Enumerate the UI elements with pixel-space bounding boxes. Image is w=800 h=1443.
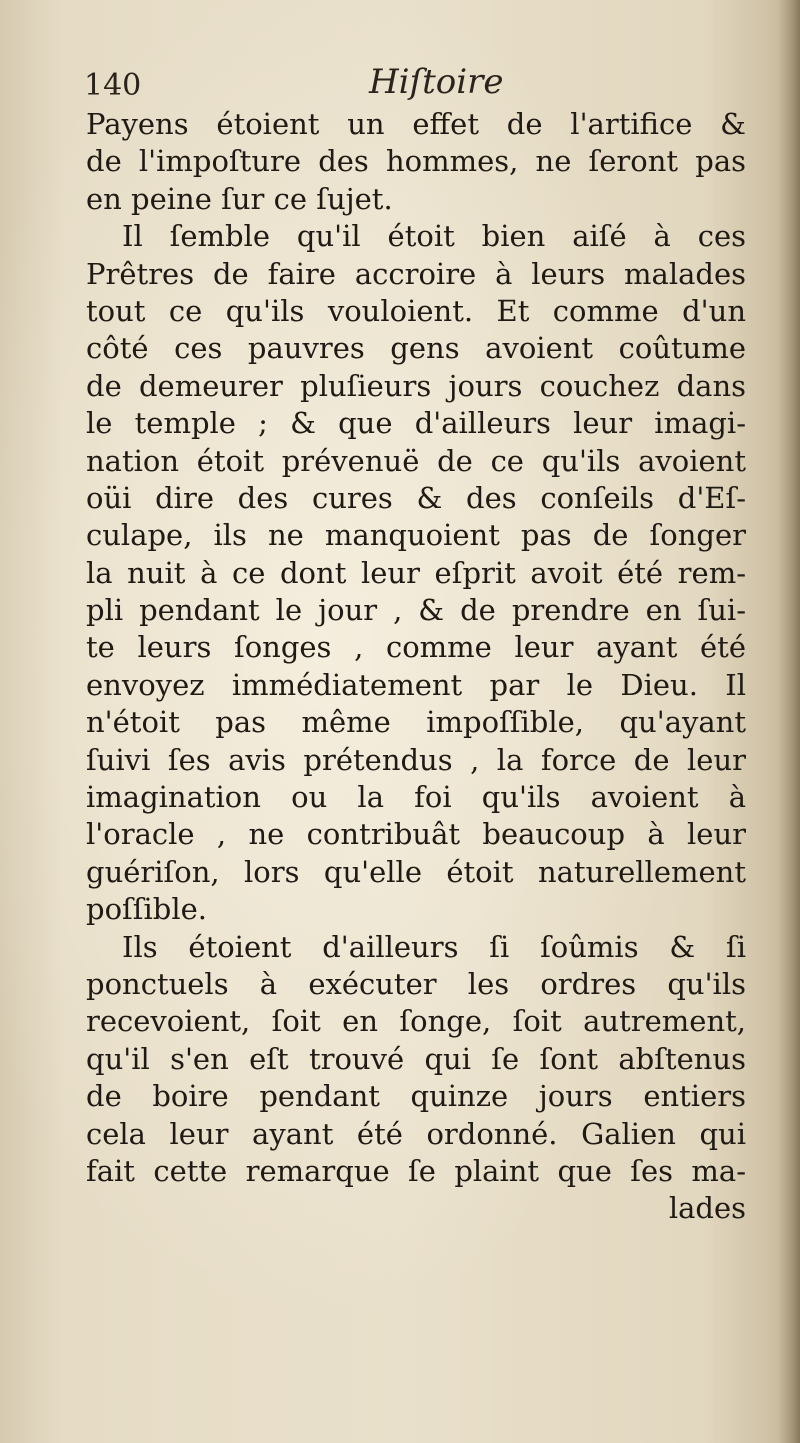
text-line: de demeurer pluſieurs jours couchez dans [86,368,746,403]
text-line: ſuivi ſes avis prétendus , la force de leur [86,742,746,777]
running-title: Hiſtoire [369,62,504,102]
catchword-line: lades [668,1191,746,1226]
page-header [84,62,744,106]
text-line: oüi dire des cures & des conſeils d'Eſ- [86,480,746,515]
text-line: imagination ou la foi qu'ils avoient à [86,780,746,815]
paragraph-start-line: Ils étoient d'ailleurs ſi ſoûmis & ſi [122,929,746,964]
text-line: tout ce qu'ils vouloient. Et comme d'un [86,293,746,328]
paragraph-start-line: Il ſemble qu'il étoit bien aiſé à ces [122,219,746,254]
page-number: 140 [84,68,142,103]
text-line: le temple ; & que d'ailleurs leur imagi- [86,406,746,441]
text-line: côté ces pauvres gens avoient coûtume [86,331,746,366]
text-line: Payens étoient un effet de l'artifice & [86,107,746,141]
text-line: nation étoit prévenuë de ce qu'ils avoient [86,443,746,478]
page-gutter-shadow [778,0,800,1443]
text-line: guériſon, lors qu'elle étoit naturellement [86,854,746,889]
text-line: l'oracle , ne contribuât beaucoup à leur [86,817,746,852]
text-line: poſſible. [86,892,207,927]
text-line: n'étoit pas même impoſſible, qu'ayant [86,705,746,740]
text-line: pli pendant le jour , & de prendre en ſui- [86,593,746,628]
text-line: de l'impoſture des hommes, ne ſeront pas [86,144,746,179]
body-text [86,106,746,1228]
text-line: Prêtres de faire accroire à leurs malades [86,256,746,291]
text-line: culape, ils ne manquoient pas de ſonger [86,518,746,553]
text-line: ponctuels à exécuter les ordres qu'ils [86,966,746,1001]
text-line: te leurs ſonges , comme leur ayant été [86,630,746,665]
text-line: qu'il s'en eſt trouvé qui ſe ſont abſtenus [86,1041,746,1076]
text-line: en peine ſur ce ſujet. [86,181,393,216]
text-line: envoyez immédiatement par le Dieu. Il [86,667,746,702]
text-line: cela leur ayant été ordonné. Galien qui [86,1116,746,1151]
text-line: la nuit à ce dont leur eſprit avoit été rem- [86,555,746,590]
text-line: fait cette remarque ſe plaint que ſes ma- [86,1153,746,1188]
text-line: recevoient, ſoit en ſonge, ſoit autrement, [86,1004,746,1039]
text-line: de boire pendant quinze jours entiers [86,1079,746,1114]
